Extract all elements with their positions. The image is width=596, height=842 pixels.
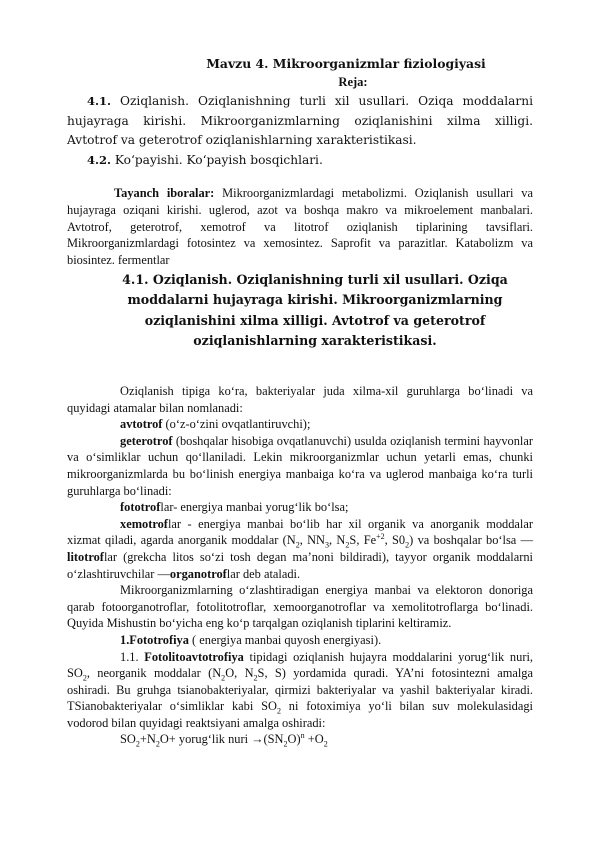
term-litotrof: litotrof bbox=[67, 549, 104, 564]
paragraph-text: S, S) yordamida quradi. YA’ni fotosintezni amalga oshiradi. Bu gruhga tsianobakteriyalar, qirmizi bakteriyalar va yashil bakteriyalar kiradi. TSianobakteriyalar o‘simliklar kabi SO bbox=[67, 666, 533, 714]
subscript: 2 bbox=[283, 739, 288, 749]
equation-part: +N bbox=[139, 732, 156, 747]
subscript: 3 bbox=[325, 540, 330, 550]
geterotrof-definition: (boshqalar hisobiga ovqatlanuvchi) usulda oziqlanish termini hayvonlar va o‘simliklar uchun qo‘llaniladi. Lekin mikroorganizmlar uchun yetarli emas, chunki mikroorganizmlarda bu bo‘linish energiya manbaiga ko‘ra va uglerod manbaiga ko‘ra turli guruhlarga bo‘linadi: bbox=[67, 433, 533, 498]
xemotrof-definition-part: , S0 bbox=[384, 533, 406, 548]
fototrofiya-heading bbox=[67, 632, 533, 649]
xemotrof-definition-part: , NN bbox=[299, 533, 326, 548]
term-avtotrof: avtotrof bbox=[120, 417, 163, 432]
superscript: n bbox=[300, 731, 305, 741]
term-fototrof: fototrof bbox=[120, 500, 161, 515]
avtotrof-definition: (o‘z-o‘zini ovqatlantiruvchi); bbox=[162, 417, 311, 432]
superscript: +2 bbox=[376, 532, 385, 542]
plan-item-2 bbox=[67, 151, 533, 171]
equation-part: O+ yorug‘lik nuri →(SN bbox=[159, 732, 284, 747]
fototrofiya-text: ( energiya manbai quyosh energiyasi). bbox=[188, 632, 382, 647]
equation-part: SO bbox=[120, 732, 136, 747]
fototrofiya-number: 1.Fototrofiya bbox=[120, 632, 189, 647]
subscript: 2 bbox=[221, 673, 226, 683]
page-title: Mavzu 4. Mikroorganizmlar fiziologiyasi bbox=[206, 56, 486, 71]
paragraph-text: tipidagi oziqlanish hujayra moddalarini yorug‘lik nuri, SO bbox=[67, 649, 533, 681]
intro-paragraph: Oziqlanish tipiga ko‘ra, bakteriyalar juda xilma-xil guruhlarga bo‘linadi va quyidagi atamalar bilan nomlanadi: bbox=[67, 384, 533, 415]
term-fotolitoavtotrofiya: Fotolitoavtotrofiya bbox=[144, 649, 244, 664]
plan-item-1 bbox=[67, 92, 533, 151]
avtotrof-paragraph bbox=[67, 416, 533, 433]
xemotrof-definition-part: ) va boshqalar bo‘lsa — bbox=[409, 533, 533, 548]
geterotrof-paragraph bbox=[67, 433, 533, 499]
plan-item-number: 4.1. bbox=[87, 94, 112, 108]
xemotrof-definition: lar - energiya manbai bo‘lib har xil organik va anorganik moddalar xizmat qiladi, agarda anorganik moddalar (N bbox=[67, 516, 533, 548]
subscript: 2 bbox=[253, 673, 258, 683]
fototrof-definition: lar- energiya manbai yorug‘lik bo‘lsa; bbox=[160, 500, 349, 515]
organotrof-definition: lar deb ataladi. bbox=[226, 566, 301, 581]
plan-item-number: 4.2. bbox=[87, 153, 112, 167]
equation-part: +O bbox=[304, 732, 324, 747]
xemotrof-definition-part: S, Fe bbox=[349, 533, 377, 548]
subscript: 2 bbox=[135, 739, 140, 749]
term-geterotrof: geterotrof bbox=[120, 433, 173, 448]
keywords-text: Mikroorganizmlardagi metabolizmi. Oziqlanish usullari va hujayraga oziqani kirishi. uglerod, azot va boshqa makro va mikroelement manbalari. Avtotrof, geterotrof, xemotrof va litotrof oziqlanish tiplarining tavsiflari. Mikroorganizmlardagi fotosintez va xemosintez. Saprofit va parazitlar. Katabolizm va biosintez. fermentlar bbox=[67, 186, 533, 268]
subscript: 2 bbox=[405, 540, 410, 550]
litotrof-definition: lar (grekcha litos so‘zi tosh degan ma’noni bildiradi), tayyor organik moddalarni o‘zlashtiruvchilar — bbox=[67, 549, 533, 581]
subscript: 2 bbox=[276, 706, 281, 716]
subscript: 2 bbox=[155, 739, 160, 749]
xemotrof-definition-part: , N bbox=[329, 533, 346, 548]
keywords-paragraph bbox=[67, 185, 533, 269]
xemotrof-paragraph bbox=[67, 516, 533, 582]
plan-item-text: Ko‘payishi. Ko‘payish bosqichlari. bbox=[114, 153, 323, 167]
subscript: 2 bbox=[345, 540, 350, 550]
subsection-number: 1.1. bbox=[120, 649, 145, 664]
subscript: 2 bbox=[323, 739, 328, 749]
paragraph-text: ni fotoximiya yo‘li bilan suv molekulasidagi vodorod bilan quyidagi reaktsiyani amalga oshiradi: bbox=[67, 699, 533, 730]
section-body bbox=[67, 383, 533, 748]
plan-label: Reja: bbox=[338, 75, 368, 89]
keywords-label: Tayanch iboralar: bbox=[114, 186, 215, 200]
term-organotrof: organotrof bbox=[169, 566, 227, 581]
subscript: 2 bbox=[295, 540, 300, 550]
paragraph-text: , neorganik moddalar (N bbox=[86, 666, 222, 681]
paragraph-text: O, N bbox=[225, 666, 254, 681]
subscript: 2 bbox=[82, 673, 87, 683]
term-xemotrof: xemotrof bbox=[120, 516, 168, 531]
equation-part: O) bbox=[287, 732, 301, 747]
section-heading: 4.1. Oziqlanish. Oziqlanishning turli xil usullari. Oziqa moddalarni hujayraga kirishi. Mikroorganizmlarning oziqlanishini xilma xilligi. Avtotrof va geterotrof oziqlanishlarning xarakteristikasi. bbox=[122, 272, 508, 348]
groups-paragraph: Mikroorganizmlarning o‘zlashtiradigan energiya manbai va elektoron donoriga qarab fotoorganotroflar, fotolitotroflar, xemoorganotroflar va xemolitotroflarga bo‘linadi. Quyida Mishustin bo‘yicha eng ko‘p tarqalgan oziqlanish tiplarini keltiramiz. bbox=[67, 583, 533, 631]
fototrof-paragraph bbox=[67, 499, 533, 516]
plan-item-text: Oziqlanish. Oziqlanishning turli xil usullari. Oziqa moddalarni hujayraga kirishi. Mikroorganizmlarning oziqlanishini xilma xilligi. Avtotrof va geterotrof oziqlanishlarning xarakteristikasi. bbox=[67, 94, 533, 148]
reaction-equation bbox=[67, 731, 533, 748]
fotolitoavtotrofiya-paragraph bbox=[67, 649, 533, 732]
